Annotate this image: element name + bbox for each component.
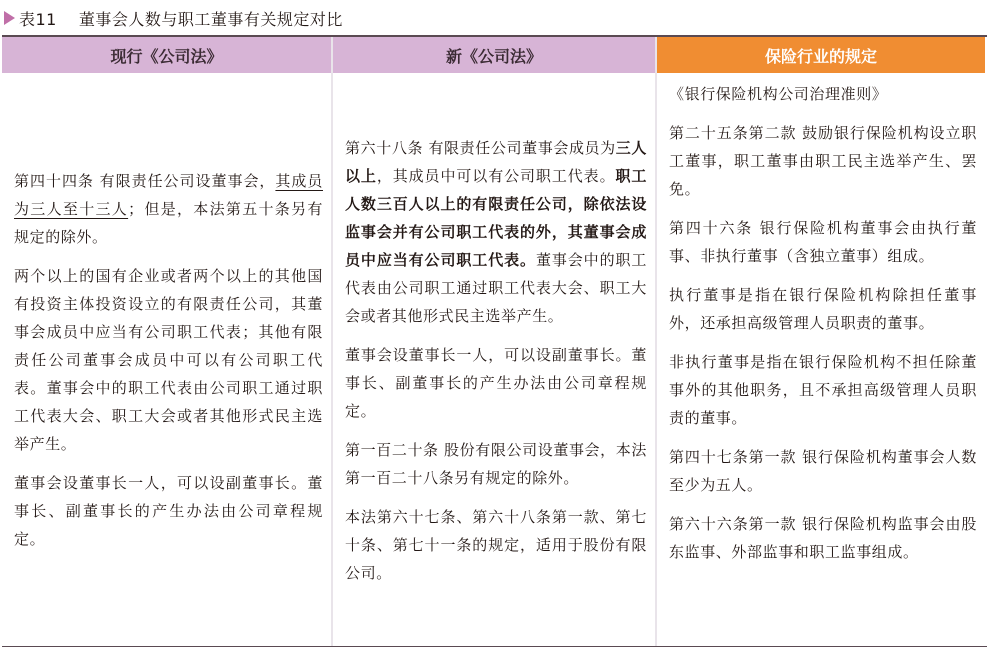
table-title: 董事会人数与职工董事有关规定对比 [78, 9, 343, 29]
paragraph: 第六十八条 有限责任公司董事会成员为三人以上，其成员中可以有公司职工代表。职工人数三百人以上的有限责任公司，除依法设监事会并有公司职工代表的外，其董事会成员中应当有公司职工代表。董事会中的职工代表由公司职工通过职工代表大会、职工大会或者其他形式民主选举产生。 [345, 138, 648, 325]
paragraph: 非执行董事是指在银行保险机构不担任除董事外的其他职务，且不承担高级管理人员职责的董事。 [669, 353, 977, 427]
paragraph: 第二十五条第二款 鼓励银行保险机构设立职工董事，职工董事由职工民主选举产生、罢免。 [669, 124, 977, 198]
column-insurance-rules [657, 37, 985, 646]
paragraph: 第四十七条第一款 银行保险机构董事会人数至少为五人。 [669, 448, 977, 494]
caption-triangle-icon [4, 11, 15, 25]
column-body-current-law [2, 74, 331, 646]
bold-text: 职工人数三百人以上的有限责任公司，除依法设监事会并有公司职工代表的外，其董事会成员中应当有公司职工代表。 [345, 166, 647, 269]
column-header-new-law: 新《公司法》 [333, 37, 655, 73]
table-number: 表11 [19, 9, 57, 29]
column-body-insurance-rules [657, 74, 985, 646]
paragraph: 第一百二十条 股份有限公司设董事会，本法第一百二十八条另有规定的除外。 [345, 440, 647, 487]
paragraph: 第四十六条 银行保险机构董事会由执行董事、非执行董事（含独立董事）组成。 [669, 219, 977, 265]
paragraph: 两个以上的国有企业或者两个以上的其他国有投资主体投资设立的有限责任公司，其董事会成员中应当有公司职工代表；其他有限责任公司董事会成员中可以有公司职工代表。董事会中的职工代表由公司职工通过职工代表大会、职工大会或者其他形式民主选举产生。 [14, 267, 323, 453]
paragraph: 《银行保险机构公司治理准则》 [669, 85, 888, 103]
table-caption [4, 6, 343, 30]
paragraph: 第四十四条 有限责任公司设董事会，其成员为三人至十三人；但是，本法第五十条另有规定的除外。 [14, 172, 324, 246]
bold-text: 三人以上 [345, 138, 647, 185]
column-current-law [2, 37, 331, 646]
paragraph: 执行董事是指在银行保险机构除担任董事外，还承担高级管理人员职责的董事。 [669, 286, 977, 332]
paragraph: 本法第六十七条、第六十八条第一款、第七十条、第七十一条的规定，适用于股份有限公司。 [345, 507, 647, 582]
column-header-current-law: 现行《公司法》 [2, 37, 331, 73]
column-new-law [333, 37, 655, 646]
table-bottom-rule [2, 646, 987, 647]
paragraph: 董事会设董事长一人，可以设副董事长。董事长、副董事长的产生办法由公司章程规定。 [345, 345, 647, 420]
column-body-new-law [333, 74, 655, 646]
paragraph: 第六十六条第一款 银行保险机构监事会由股东监事、外部监事和职工监事组成。 [669, 515, 977, 561]
column-header-insurance-rules: 保险行业的规定 [657, 37, 985, 73]
paragraph: 董事会设董事长一人，可以设副董事长。董事长、副董事长的产生办法由公司章程规定。 [14, 474, 323, 548]
underlined-text: 其成员为三人至十三人 [14, 172, 323, 218]
